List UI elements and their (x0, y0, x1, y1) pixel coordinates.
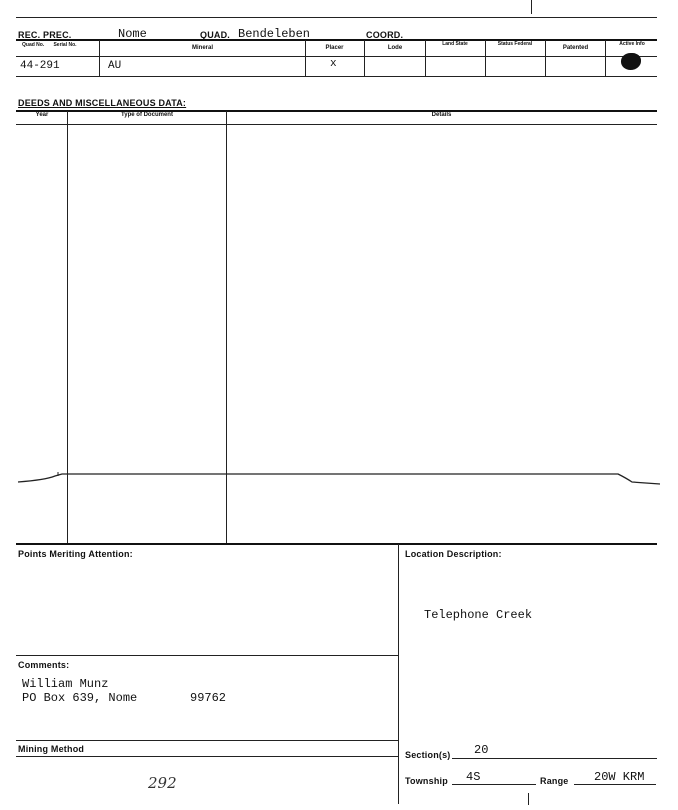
deeds-top-rule (16, 110, 657, 112)
header-bottom-rule (16, 39, 657, 41)
col-serial-no: Serial No. (53, 42, 77, 48)
col-details: Details (431, 112, 452, 118)
claim-bottom-rule (16, 76, 657, 77)
deeds-section-title: DEEDS AND MISCELLANEOUS DATA: (18, 98, 187, 108)
claim-header-rule (16, 56, 657, 57)
claim-mineral: AU (108, 60, 122, 72)
bottom-margin-mark (528, 793, 529, 805)
mining-method-rule (16, 740, 398, 741)
fold-line (0, 466, 678, 496)
mining-method-underline (16, 756, 398, 757)
col-quad-no: Quad No. (22, 42, 45, 48)
col-type-of-document: Type of Document (121, 112, 173, 118)
section-label: Section(s) (405, 750, 451, 760)
col-placer: Placer (325, 45, 344, 51)
location-description-label: Location Description: (405, 549, 502, 559)
rec-prec-label: REC. PREC. (18, 30, 72, 40)
quad-label: QUAD. (200, 30, 230, 40)
comment-line-address: PO Box 639, Nome (22, 691, 138, 705)
col-lode: Lode (387, 45, 403, 51)
col-mineral: Mineral (191, 45, 213, 51)
col-year: Year (35, 112, 49, 118)
comment-line-zip: 99762 (190, 691, 227, 705)
township-label: Township (405, 776, 448, 786)
col-active: Active Info (619, 41, 645, 47)
top-margin-mark (531, 0, 532, 14)
quad-value: Bendeleben (238, 27, 311, 41)
col-patented: Patented (562, 45, 589, 51)
comments-rule (16, 655, 398, 656)
claim-placer-mark: x (330, 58, 337, 70)
township-value: 4S (466, 770, 481, 784)
township-field-line (452, 784, 536, 785)
bottom-center-divider (398, 544, 399, 804)
claim-col-divider (605, 40, 606, 76)
coord-label: COORD. (366, 30, 404, 40)
claim-number: 44-291 (20, 60, 60, 72)
rec-prec-value: Nome (118, 27, 147, 41)
section-field-line (452, 758, 657, 759)
points-meriting-label: Points Meriting Attention: (18, 549, 133, 559)
comment-line-name: William Munz (22, 677, 109, 691)
bottom-top-rule (16, 543, 657, 545)
mining-method-handwritten: 292 (148, 774, 177, 792)
comments-label: Comments: (18, 660, 70, 670)
mining-method-label: Mining Method (18, 744, 85, 754)
range-field-line (574, 784, 656, 785)
deeds-header-rule (16, 124, 657, 125)
claim-col-divider (425, 40, 426, 76)
active-info-blot (621, 53, 641, 70)
col-status-federal: Status Federal (497, 41, 533, 47)
claim-col-divider (485, 40, 486, 76)
range-value: 20W KRM (594, 770, 645, 784)
section-value: 20 (474, 743, 489, 757)
range-label: Range (540, 776, 569, 786)
header-top-rule (16, 17, 657, 18)
location-description-value: Telephone Creek (424, 608, 533, 622)
col-land-state: Land State (442, 41, 468, 47)
